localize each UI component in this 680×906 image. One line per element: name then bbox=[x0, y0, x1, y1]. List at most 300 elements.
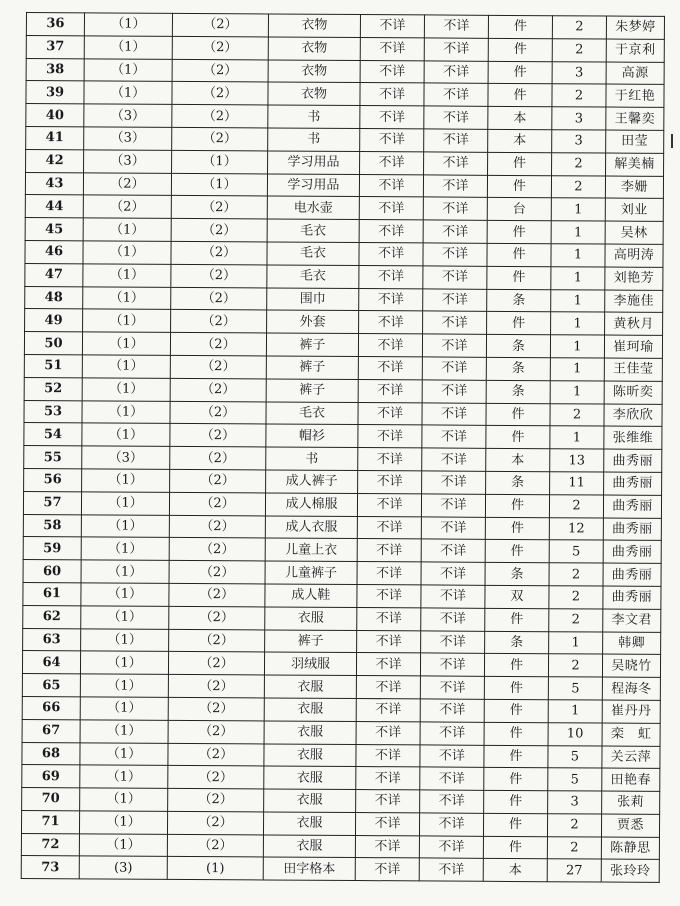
item-name-cell: 衣服 bbox=[263, 835, 355, 858]
donor-name-cell: 陈昕奕 bbox=[604, 381, 662, 404]
donor-name-cell: 曲秀丽 bbox=[604, 472, 662, 495]
row-number-cell: 41 bbox=[26, 126, 84, 149]
unit-cell: 件 bbox=[484, 699, 548, 722]
category-code-a-cell: （2） bbox=[83, 195, 171, 218]
category-code-b-cell: （2） bbox=[168, 766, 264, 789]
category-code-b-cell: （2） bbox=[171, 287, 267, 310]
quantity-cell: 3 bbox=[552, 61, 606, 84]
donor-name-cell: 黄秋月 bbox=[605, 312, 663, 335]
value-unknown-1-cell: 不详 bbox=[357, 516, 421, 539]
value-unknown-2-cell: 不详 bbox=[419, 836, 483, 859]
category-code-a-cell: （1） bbox=[82, 400, 170, 423]
quantity-cell: 2 bbox=[547, 836, 601, 859]
unit-cell: 件 bbox=[483, 813, 547, 836]
category-code-a-cell: （1） bbox=[81, 606, 169, 629]
value-unknown-1-cell: 不详 bbox=[358, 356, 422, 379]
row-number-cell: 55 bbox=[24, 446, 82, 469]
category-code-b-cell: （2） bbox=[170, 401, 266, 424]
donor-name-cell: 关云萍 bbox=[602, 746, 660, 769]
donor-name-cell: 王馨奕 bbox=[606, 107, 664, 130]
row-number-cell: 73 bbox=[21, 856, 79, 879]
value-unknown-2-cell: 不详 bbox=[424, 38, 488, 61]
category-code-b-cell: （2） bbox=[167, 834, 263, 857]
quantity-cell: 1 bbox=[551, 244, 605, 267]
value-unknown-1-cell: 不详 bbox=[357, 562, 421, 585]
quantity-cell: 5 bbox=[548, 677, 602, 700]
category-code-a-cell: （2） bbox=[83, 172, 171, 195]
category-code-a-cell: (3) bbox=[79, 856, 167, 879]
value-unknown-2-cell: 不详 bbox=[424, 106, 488, 129]
quantity-cell: 1 bbox=[550, 380, 604, 403]
donor-name-cell: 田莹 bbox=[606, 130, 664, 153]
quantity-cell: 1 bbox=[549, 631, 603, 654]
value-unknown-2-cell: 不详 bbox=[422, 402, 486, 425]
unit-cell: 件 bbox=[484, 676, 548, 699]
value-unknown-2-cell: 不详 bbox=[421, 585, 485, 608]
value-unknown-1-cell: 不详 bbox=[356, 676, 420, 699]
row-number-cell: 45 bbox=[25, 218, 83, 241]
donation-ledger-table bbox=[21, 12, 665, 883]
category-code-a-cell: （1） bbox=[80, 765, 168, 788]
quantity-cell: 2 bbox=[552, 16, 606, 39]
scanned-ledger-page bbox=[21, 12, 665, 883]
donor-name-cell: 崔珂瑜 bbox=[604, 335, 662, 358]
category-code-b-cell: （1） bbox=[172, 150, 268, 173]
category-code-a-cell: （1） bbox=[80, 720, 168, 743]
item-name-cell: 裤子 bbox=[265, 629, 357, 652]
category-code-a-cell: （1） bbox=[84, 36, 172, 59]
donor-name-cell: 曲秀丽 bbox=[604, 449, 662, 472]
unit-cell: 条 bbox=[486, 471, 550, 494]
value-unknown-1-cell: 不详 bbox=[360, 151, 424, 174]
quantity-cell: 3 bbox=[552, 107, 606, 130]
value-unknown-2-cell: 不详 bbox=[422, 334, 486, 357]
value-unknown-1-cell: 不详 bbox=[359, 265, 423, 288]
category-code-b-cell: （2） bbox=[171, 196, 267, 219]
value-unknown-1-cell: 不详 bbox=[358, 425, 422, 448]
unit-cell: 件 bbox=[484, 722, 548, 745]
value-unknown-2-cell: 不详 bbox=[423, 243, 487, 266]
category-code-b-cell: （2） bbox=[169, 629, 265, 652]
category-code-a-cell: （1） bbox=[82, 332, 170, 355]
category-code-a-cell: （3） bbox=[84, 150, 172, 173]
donor-name-cell: 张维维 bbox=[604, 426, 662, 449]
category-code-b-cell: （2） bbox=[169, 583, 265, 606]
row-number-cell: 70 bbox=[22, 788, 80, 811]
unit-cell: 台 bbox=[487, 198, 551, 221]
item-name-cell: 衣物 bbox=[268, 60, 360, 83]
quantity-cell: 1 bbox=[551, 221, 605, 244]
donor-name-cell: 陈静思 bbox=[601, 837, 659, 860]
quantity-cell: 2 bbox=[548, 654, 602, 677]
value-unknown-1-cell: 不详 bbox=[359, 220, 423, 243]
value-unknown-2-cell: 不详 bbox=[420, 676, 484, 699]
row-number-cell: 51 bbox=[24, 354, 82, 377]
row-number-cell: 63 bbox=[23, 628, 81, 651]
category-code-b-cell: （2） bbox=[168, 788, 264, 811]
item-name-cell: 帽衫 bbox=[266, 424, 358, 447]
row-number-cell: 36 bbox=[26, 13, 84, 36]
item-name-cell: 成人鞋 bbox=[265, 584, 357, 607]
row-number-cell: 67 bbox=[22, 719, 80, 742]
row-number-cell: 53 bbox=[24, 400, 82, 423]
unit-cell: 双 bbox=[485, 585, 549, 608]
category-code-a-cell: （3） bbox=[84, 127, 172, 150]
item-name-cell: 裤子 bbox=[266, 379, 358, 402]
value-unknown-2-cell: 不详 bbox=[423, 197, 487, 220]
category-code-b-cell: （2） bbox=[171, 264, 267, 287]
quantity-cell: 2 bbox=[552, 39, 606, 62]
value-unknown-1-cell: 不详 bbox=[359, 174, 423, 197]
quantity-cell: 2 bbox=[549, 563, 603, 586]
value-unknown-2-cell: 不详 bbox=[419, 858, 483, 881]
item-name-cell: 裤子 bbox=[266, 356, 358, 379]
value-unknown-1-cell: 不详 bbox=[360, 106, 424, 129]
category-code-b-cell: （2） bbox=[169, 606, 265, 629]
value-unknown-1-cell: 不详 bbox=[358, 334, 422, 357]
donor-name-cell: 刘业 bbox=[605, 198, 663, 221]
unit-cell: 件 bbox=[483, 836, 547, 859]
donor-name-cell: 曲秀丽 bbox=[603, 563, 661, 586]
donor-name-cell: 曲秀丽 bbox=[603, 495, 661, 518]
category-code-b-cell: （2） bbox=[170, 333, 266, 356]
value-unknown-1-cell: 不详 bbox=[359, 197, 423, 220]
row-number-cell: 37 bbox=[26, 35, 84, 58]
item-name-cell: 成人棉服 bbox=[265, 493, 357, 516]
value-unknown-2-cell: 不详 bbox=[422, 380, 486, 403]
unit-cell: 件 bbox=[487, 312, 551, 335]
unit-cell: 条 bbox=[486, 380, 550, 403]
value-unknown-1-cell: 不详 bbox=[356, 721, 420, 744]
item-name-cell: 书 bbox=[268, 128, 360, 151]
item-name-cell: 毛衣 bbox=[267, 219, 359, 242]
value-unknown-2-cell: 不详 bbox=[420, 744, 484, 767]
donor-name-cell: 李姗 bbox=[605, 176, 663, 199]
value-unknown-1-cell: 不详 bbox=[357, 584, 421, 607]
quantity-cell: 27 bbox=[547, 859, 601, 882]
value-unknown-2-cell: 不详 bbox=[421, 539, 485, 562]
value-unknown-2-cell: 不详 bbox=[420, 722, 484, 745]
donor-name-cell: 程海冬 bbox=[602, 677, 660, 700]
value-unknown-1-cell: 不详 bbox=[360, 15, 424, 38]
unit-cell: 件 bbox=[488, 38, 552, 61]
item-name-cell: 衣服 bbox=[264, 789, 356, 812]
donor-name-cell: 曲秀丽 bbox=[603, 586, 661, 609]
item-name-cell: 衣服 bbox=[265, 607, 357, 630]
unit-cell: 条 bbox=[486, 357, 550, 380]
value-unknown-1-cell: 不详 bbox=[359, 243, 423, 266]
ledger-body bbox=[21, 13, 664, 883]
category-code-b-cell: （2） bbox=[169, 515, 265, 538]
row-number-cell: 43 bbox=[25, 172, 83, 195]
donor-name-cell: 韩卿 bbox=[603, 632, 661, 655]
unit-cell: 件 bbox=[485, 540, 549, 563]
quantity-cell: 5 bbox=[548, 768, 602, 791]
item-name-cell: 毛衣 bbox=[267, 242, 359, 265]
value-unknown-1-cell: 不详 bbox=[357, 630, 421, 653]
quantity-cell: 2 bbox=[549, 608, 603, 631]
donor-name-cell: 吴晓竹 bbox=[602, 654, 660, 677]
donor-name-cell: 高源 bbox=[606, 62, 664, 85]
category-code-a-cell: （1） bbox=[81, 628, 169, 651]
value-unknown-2-cell: 不详 bbox=[419, 813, 483, 836]
unit-cell: 件 bbox=[488, 152, 552, 175]
item-name-cell: 书 bbox=[268, 105, 360, 128]
unit-cell: 本 bbox=[483, 859, 547, 882]
value-unknown-1-cell: 不详 bbox=[356, 653, 420, 676]
unit-cell: 件 bbox=[485, 494, 549, 517]
category-code-a-cell: （1） bbox=[80, 697, 168, 720]
item-name-cell: 衣物 bbox=[268, 37, 360, 60]
category-code-a-cell: （1） bbox=[80, 742, 168, 765]
category-code-a-cell: （1） bbox=[82, 423, 170, 446]
value-unknown-1-cell: 不详 bbox=[359, 311, 423, 334]
row-number-cell: 69 bbox=[22, 765, 80, 788]
quantity-cell: 2 bbox=[552, 84, 606, 107]
quantity-cell: 1 bbox=[550, 426, 604, 449]
value-unknown-2-cell: 不详 bbox=[422, 448, 486, 471]
quantity-cell: 13 bbox=[550, 449, 604, 472]
donor-name-cell: 曲秀丽 bbox=[603, 540, 661, 563]
quantity-cell: 1 bbox=[551, 289, 605, 312]
item-name-cell: 学习用品 bbox=[268, 151, 360, 174]
category-code-b-cell: (1) bbox=[167, 857, 263, 880]
row-number-cell: 60 bbox=[23, 560, 81, 583]
category-code-b-cell: （2） bbox=[168, 697, 264, 720]
unit-cell: 件 bbox=[484, 790, 548, 813]
value-unknown-1-cell: 不详 bbox=[356, 744, 420, 767]
row-number-cell: 71 bbox=[21, 810, 79, 833]
value-unknown-2-cell: 不详 bbox=[421, 494, 485, 517]
value-unknown-2-cell: 不详 bbox=[423, 288, 487, 311]
value-unknown-1-cell: 不详 bbox=[360, 129, 424, 152]
value-unknown-2-cell: 不详 bbox=[421, 630, 485, 653]
value-unknown-1-cell: 不详 bbox=[359, 288, 423, 311]
quantity-cell: 10 bbox=[548, 722, 602, 745]
category-code-b-cell: （1） bbox=[171, 173, 267, 196]
unit-cell: 条 bbox=[485, 631, 549, 654]
quantity-cell: 2 bbox=[549, 586, 603, 609]
value-unknown-1-cell: 不详 bbox=[355, 858, 419, 881]
table-row bbox=[21, 856, 659, 883]
item-name-cell: 衣服 bbox=[264, 766, 356, 789]
category-code-a-cell: （1） bbox=[80, 651, 168, 674]
category-code-a-cell: （1） bbox=[80, 788, 168, 811]
item-name-cell: 衣服 bbox=[264, 698, 356, 721]
quantity-cell: 2 bbox=[549, 494, 603, 517]
quantity-cell: 2 bbox=[550, 403, 604, 426]
category-code-b-cell: （2） bbox=[170, 469, 266, 492]
item-name-cell: 成人衣服 bbox=[265, 516, 357, 539]
row-number-cell: 61 bbox=[23, 582, 81, 605]
category-code-a-cell: （1） bbox=[83, 241, 171, 264]
item-name-cell: 裤子 bbox=[266, 333, 358, 356]
row-number-cell: 48 bbox=[25, 286, 83, 309]
unit-cell: 件 bbox=[484, 654, 548, 677]
category-code-a-cell: （1） bbox=[79, 834, 167, 857]
donor-name-cell: 解美楠 bbox=[606, 153, 664, 176]
value-unknown-1-cell: 不详 bbox=[358, 470, 422, 493]
donor-name-cell: 李欣欣 bbox=[604, 404, 662, 427]
value-unknown-1-cell: 不详 bbox=[360, 83, 424, 106]
row-number-cell: 57 bbox=[23, 491, 81, 514]
category-code-b-cell: （2） bbox=[169, 492, 265, 515]
item-name-cell: 电水壶 bbox=[267, 196, 359, 219]
item-name-cell: 学习用品 bbox=[267, 174, 359, 197]
category-code-a-cell: （1） bbox=[82, 355, 170, 378]
value-unknown-2-cell: 不详 bbox=[420, 767, 484, 790]
category-code-a-cell: （3） bbox=[82, 446, 170, 469]
unit-cell: 件 bbox=[484, 745, 548, 768]
unit-cell: 本 bbox=[488, 129, 552, 152]
row-number-cell: 49 bbox=[25, 309, 83, 332]
row-number-cell: 40 bbox=[26, 104, 84, 127]
category-code-a-cell: （1） bbox=[81, 560, 169, 583]
quantity-cell: 11 bbox=[550, 472, 604, 495]
value-unknown-2-cell: 不详 bbox=[424, 129, 488, 152]
donor-name-cell: 于红艳 bbox=[606, 84, 664, 107]
quantity-cell: 1 bbox=[550, 358, 604, 381]
value-unknown-1-cell: 不详 bbox=[360, 37, 424, 60]
unit-cell: 条 bbox=[487, 289, 551, 312]
donor-name-cell: 贾悉 bbox=[601, 814, 659, 837]
donor-name-cell: 栾 虹 bbox=[602, 723, 660, 746]
category-code-b-cell: （2） bbox=[168, 720, 264, 743]
category-code-b-cell: （2） bbox=[171, 310, 267, 333]
value-unknown-2-cell: 不详 bbox=[424, 152, 488, 175]
row-number-cell: 56 bbox=[24, 468, 82, 491]
category-code-a-cell: （1） bbox=[84, 13, 172, 36]
donor-name-cell: 吴林 bbox=[605, 221, 663, 244]
row-number-cell: 52 bbox=[24, 377, 82, 400]
donor-name-cell: 李文君 bbox=[603, 609, 661, 632]
donor-name-cell: 刘艳芳 bbox=[605, 267, 663, 290]
category-code-b-cell: （2） bbox=[170, 447, 266, 470]
quantity-cell: 2 bbox=[551, 175, 605, 198]
category-code-a-cell: （1） bbox=[81, 514, 169, 537]
row-number-cell: 47 bbox=[25, 263, 83, 286]
category-code-b-cell: （2） bbox=[172, 59, 268, 82]
value-unknown-2-cell: 不详 bbox=[423, 175, 487, 198]
unit-cell: 件 bbox=[486, 403, 550, 426]
quantity-cell: 2 bbox=[552, 152, 606, 175]
row-number-cell: 44 bbox=[25, 195, 83, 218]
row-number-cell: 65 bbox=[22, 674, 80, 697]
unit-cell: 件 bbox=[488, 61, 552, 84]
value-unknown-2-cell: 不详 bbox=[422, 471, 486, 494]
unit-cell: 件 bbox=[485, 517, 549, 540]
unit-cell: 件 bbox=[487, 266, 551, 289]
category-code-b-cell: （2） bbox=[168, 743, 264, 766]
unit-cell: 本 bbox=[488, 107, 552, 130]
value-unknown-2-cell: 不详 bbox=[423, 311, 487, 334]
donor-name-cell: 高明涛 bbox=[605, 244, 663, 267]
item-name-cell: 衣服 bbox=[264, 721, 356, 744]
item-name-cell: 围巾 bbox=[267, 288, 359, 311]
quantity-cell: 2 bbox=[547, 814, 601, 837]
value-unknown-1-cell: 不详 bbox=[360, 60, 424, 83]
item-name-cell: 羽绒服 bbox=[264, 652, 356, 675]
unit-cell: 件 bbox=[488, 84, 552, 107]
value-unknown-1-cell: 不详 bbox=[356, 698, 420, 721]
category-code-b-cell: （2） bbox=[171, 219, 267, 242]
quantity-cell: 3 bbox=[552, 130, 606, 153]
row-number-cell: 64 bbox=[22, 651, 80, 674]
value-unknown-1-cell: 不详 bbox=[357, 493, 421, 516]
category-code-b-cell: （2） bbox=[171, 241, 267, 264]
unit-cell: 件 bbox=[484, 768, 548, 791]
item-name-cell: 外套 bbox=[267, 310, 359, 333]
item-name-cell: 儿童裤子 bbox=[265, 561, 357, 584]
value-unknown-2-cell: 不详 bbox=[423, 266, 487, 289]
donor-name-cell: 崔丹丹 bbox=[602, 700, 660, 723]
category-code-a-cell: （1） bbox=[83, 218, 171, 241]
unit-cell: 本 bbox=[486, 448, 550, 471]
category-code-b-cell: （2） bbox=[172, 13, 268, 36]
row-number-cell: 39 bbox=[26, 81, 84, 104]
category-code-a-cell: （1） bbox=[83, 264, 171, 287]
row-number-cell: 54 bbox=[24, 423, 82, 446]
scan-edge-mark bbox=[671, 134, 673, 148]
value-unknown-2-cell: 不详 bbox=[421, 562, 485, 585]
unit-cell: 条 bbox=[485, 562, 549, 585]
donor-name-cell: 王佳莹 bbox=[604, 358, 662, 381]
quantity-cell: 3 bbox=[548, 791, 602, 814]
category-code-b-cell: （2） bbox=[170, 378, 266, 401]
category-code-b-cell: （2） bbox=[169, 561, 265, 584]
value-unknown-2-cell: 不详 bbox=[420, 790, 484, 813]
category-code-a-cell: （1） bbox=[82, 469, 170, 492]
category-code-a-cell: （1） bbox=[79, 811, 167, 834]
value-unknown-2-cell: 不详 bbox=[424, 15, 488, 38]
category-code-a-cell: （1） bbox=[81, 583, 169, 606]
value-unknown-2-cell: 不详 bbox=[421, 608, 485, 631]
value-unknown-1-cell: 不详 bbox=[355, 835, 419, 858]
item-name-cell: 衣服 bbox=[264, 743, 356, 766]
value-unknown-1-cell: 不详 bbox=[358, 448, 422, 471]
category-code-a-cell: （1） bbox=[82, 378, 170, 401]
unit-cell: 件 bbox=[487, 243, 551, 266]
quantity-cell: 1 bbox=[550, 335, 604, 358]
value-unknown-1-cell: 不详 bbox=[356, 767, 420, 790]
category-code-a-cell: （1） bbox=[80, 674, 168, 697]
value-unknown-2-cell: 不详 bbox=[424, 83, 488, 106]
item-name-cell: 衣服 bbox=[263, 812, 355, 835]
donor-name-cell: 田艳春 bbox=[602, 768, 660, 791]
row-number-cell: 66 bbox=[22, 696, 80, 719]
category-code-a-cell: （1） bbox=[84, 58, 172, 81]
value-unknown-1-cell: 不详 bbox=[358, 402, 422, 425]
value-unknown-1-cell: 不详 bbox=[355, 812, 419, 835]
donor-name-cell: 张玲玲 bbox=[601, 860, 659, 883]
value-unknown-2-cell: 不详 bbox=[424, 61, 488, 84]
quantity-cell: 1 bbox=[548, 700, 602, 723]
row-number-cell: 50 bbox=[24, 332, 82, 355]
quantity-cell: 1 bbox=[551, 198, 605, 221]
value-unknown-2-cell: 不详 bbox=[423, 220, 487, 243]
value-unknown-2-cell: 不详 bbox=[421, 516, 485, 539]
quantity-cell: 5 bbox=[548, 745, 602, 768]
category-code-a-cell: （1） bbox=[81, 492, 169, 515]
category-code-b-cell: （2） bbox=[170, 424, 266, 447]
value-unknown-2-cell: 不详 bbox=[420, 699, 484, 722]
item-name-cell: 儿童上衣 bbox=[265, 538, 357, 561]
unit-cell: 件 bbox=[485, 608, 549, 631]
item-name-cell: 毛衣 bbox=[267, 265, 359, 288]
row-number-cell: 59 bbox=[23, 537, 81, 560]
value-unknown-2-cell: 不详 bbox=[422, 357, 486, 380]
category-code-b-cell: （2） bbox=[168, 652, 264, 675]
